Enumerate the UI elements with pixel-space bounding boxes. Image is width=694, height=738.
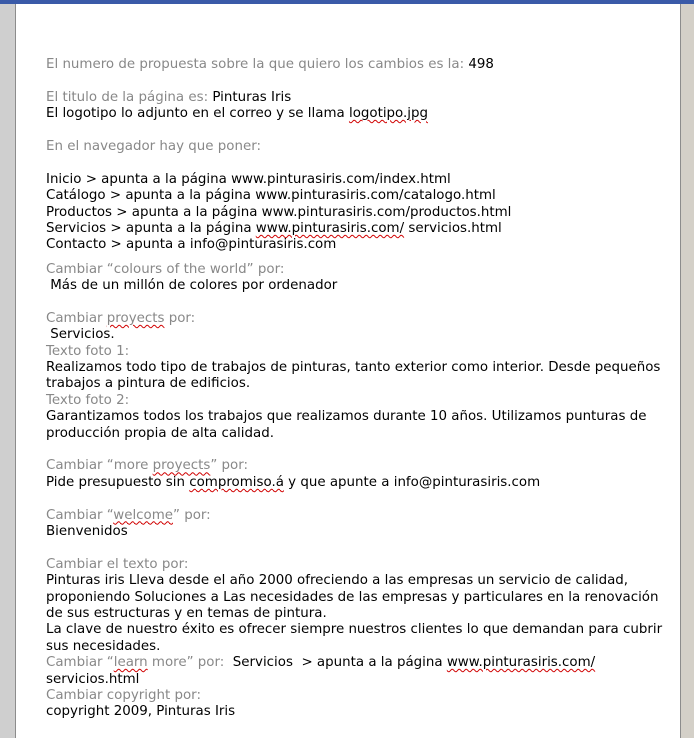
nav-heading: En el navegador hay que poner: (46, 138, 261, 154)
more-proyects-value-word: compromiso.á (189, 474, 284, 490)
colours-label: Cambiar “colours of the world” por: (46, 261, 285, 277)
logo-line (46, 106, 666, 122)
nav-servicios-text: Servicios > apunta a la página (46, 220, 256, 236)
proposal-label: El numero de propuesta sobre la que quiero los cambios es la: (46, 57, 465, 72)
nav-servicios-link: www.pinturasiris.com/ (255, 220, 405, 236)
proposal-line (46, 57, 666, 73)
learn-more-value-end: servicios.html (46, 671, 140, 687)
copyright-label: Cambiar copyright por: (46, 688, 201, 704)
welcome-label-end: ” por: (173, 507, 211, 523)
copyright-value: copyright 2009, Pinturas Iris (46, 704, 236, 720)
more-proyects-label (46, 458, 666, 474)
foto1-label: Texto foto 1: (46, 343, 130, 359)
proyects-label-word: proyects (106, 310, 165, 326)
texto-para2: La clave de nuestro éxito es ofrecer siempre nuestros clientes lo que demandan para cubrir sus necesidades. (46, 622, 663, 654)
learn-more-line (46, 655, 666, 688)
document-page (16, 4, 680, 738)
welcome-label (46, 508, 666, 524)
nav-item-inicio: Inicio > apunta a la página www.pinturasiris.com/index.html (46, 171, 451, 187)
more-proyects-value-start: Pide presupuesto sin (46, 474, 190, 490)
learn-more-value-start: Servicios > apunta a la página (224, 655, 447, 671)
nav-servicios-suffix: servicios.html (404, 220, 502, 236)
learn-more-label-end: more” por: (147, 655, 225, 671)
title-label: El titulo de la página es: (46, 89, 209, 105)
more-proyects-label-word: proyects (152, 458, 211, 474)
logo-filename: logotipo.jpg (348, 106, 428, 122)
texto-label: Cambiar el texto por: (46, 556, 189, 572)
more-proyects-value (46, 475, 666, 491)
nav-item-servicios (46, 221, 666, 237)
nav-item-contacto: Contacto > apunta a info@pinturasiris.com (46, 237, 337, 253)
document-body (46, 57, 666, 721)
foto2-text: Garantizamos todos los trabajos que realizamos durante 10 años. Utilizamos punturas de producción propia de alta calidad. (46, 409, 647, 441)
welcome-label-word: welcome (113, 507, 173, 523)
title-line (46, 90, 666, 106)
proposal-value: 498 (468, 57, 494, 72)
more-proyects-label-start: Cambiar “more (46, 458, 153, 474)
welcome-value: Bienvenidos (46, 524, 128, 539)
learn-more-label-start: Cambiar “ (46, 655, 114, 671)
foto2-label: Texto foto 2: (46, 392, 130, 408)
learn-more-label-word: learn (113, 655, 148, 671)
texto-para1: Pinturas iris Lleva desde el año 2000 ofreciendo a las empresas un servicio de calidad, proponiendo Soluciones a Las necesidades de las empresas y particulares en la renovación de sus estructuras y en temas de pintura. (46, 573, 659, 621)
learn-more-value-link: www.pinturasiris.com/ (446, 655, 596, 671)
vertical-scrollbar[interactable] (680, 4, 694, 738)
proyects-label (46, 311, 666, 327)
proyects-label-start: Cambiar (46, 310, 107, 326)
welcome-label-start: Cambiar “ (46, 507, 114, 523)
more-proyects-label-end: ” por: (210, 458, 248, 474)
proyects-label-end: por: (164, 310, 196, 326)
nav-item-productos: Productos > apunta a la página www.pinturasiris.com/productos.html (46, 204, 512, 220)
title-value: Pinturas Iris (212, 89, 292, 105)
left-margin-ruler (0, 4, 16, 738)
nav-item-catalogo: Catálogo > apunta a la página www.pinturasiris.com/catalogo.html (46, 188, 496, 204)
proyects-value: Servicios. (46, 327, 115, 343)
foto1-text: Realizamos todo tipo de trabajos de pinturas, tanto exterior como interior. Desde pequeños trabajos a pintura de edificios. (46, 360, 661, 392)
colours-value: Más de un millón de colores por ordenador (46, 278, 338, 294)
more-proyects-value-end: y que apunte a info@pinturasiris.com (283, 474, 541, 490)
logo-text: El logotipo lo adjunto en el correo y se llama (46, 106, 349, 122)
